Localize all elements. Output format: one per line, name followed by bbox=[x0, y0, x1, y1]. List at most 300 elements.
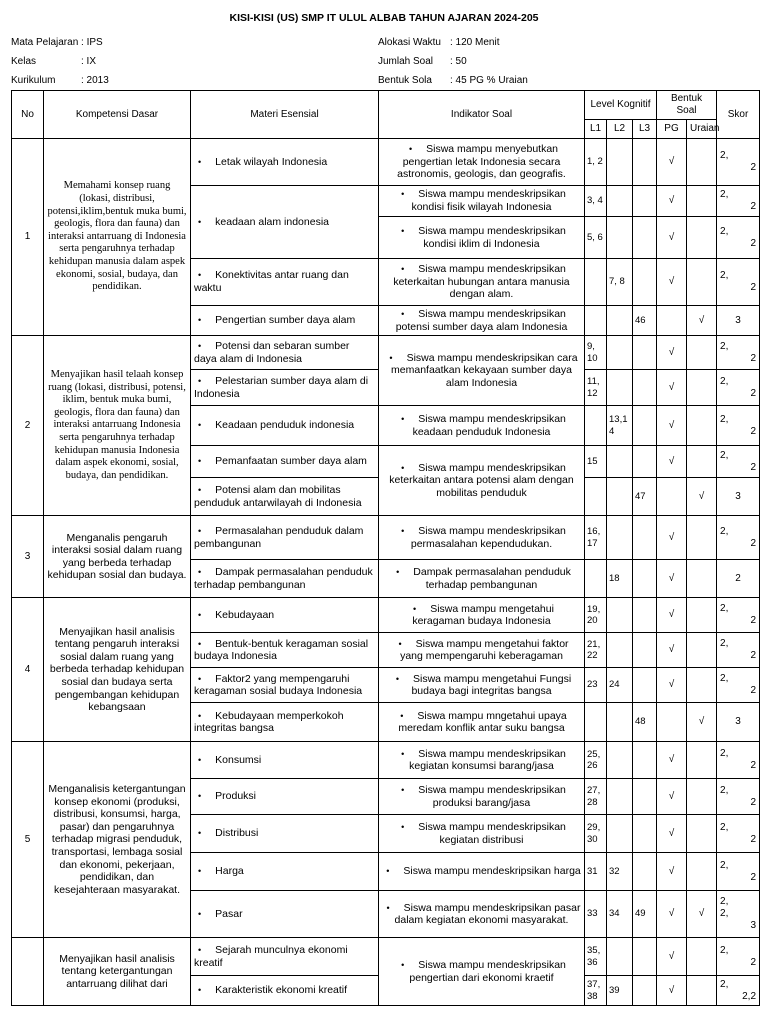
materi-esensial bbox=[191, 446, 379, 478]
materi-esensial-text: Bentuk-bentuk keragaman sosial budaya Indonesia bbox=[194, 637, 369, 663]
level-l3 bbox=[633, 370, 657, 406]
indikator-soal-text: Siswa mampu mendeskripsikan keterkaitan hubungan antara manusia dengan alam. bbox=[393, 263, 570, 301]
indikator-soal bbox=[379, 742, 585, 779]
level-l1: 29, 30 bbox=[585, 815, 607, 853]
bentuk-uraian-check: √ bbox=[687, 478, 717, 516]
indikator-soal-text: Siswa mampu mendeskripsikan potensi sumber daya alam Indonesia bbox=[395, 308, 568, 333]
skor-part: 2, bbox=[720, 603, 729, 615]
bullet-icon: • bbox=[198, 526, 202, 537]
materi-esensial bbox=[191, 370, 379, 406]
materi-esensial-text: Kebudayaan memperkokoh integritas bangsa bbox=[194, 709, 344, 735]
level-l3 bbox=[633, 259, 657, 306]
level-l2 bbox=[607, 703, 633, 742]
level-l2 bbox=[607, 186, 633, 217]
header-pg: PG bbox=[657, 120, 687, 139]
level-l1 bbox=[585, 306, 607, 336]
level-l3 bbox=[633, 139, 657, 186]
skor-value bbox=[717, 703, 760, 742]
level-l3: 49 bbox=[633, 891, 657, 938]
bullet-icon: • bbox=[408, 144, 413, 155]
skor-value bbox=[717, 742, 760, 779]
kompetensi-dasar: Menyajikan hasil telaah konsep ruang (lokasi, distribusi, potensi, iklim, bentuk muka bumi, geologis, flora dan fauna) dan interaksi antarruang Indonesia serta pengaruhnya terhadap kehidupan manusia Indonesia dalam aspek ekonomi, sosial, budaya, dan pendidikan. bbox=[44, 336, 191, 516]
level-l3 bbox=[633, 976, 657, 1006]
materi-esensial-text: Kebudayaan bbox=[215, 608, 275, 621]
level-l1: 31 bbox=[585, 853, 607, 891]
materi-esensial-text: Dampak permasalahan penduduk terhadap pembangunan bbox=[194, 566, 373, 591]
level-l1: 27, 28 bbox=[585, 779, 607, 815]
bullet-icon: • bbox=[198, 216, 202, 227]
skor-part: 3 bbox=[735, 314, 741, 326]
materi-esensial bbox=[191, 478, 379, 516]
bullet-icon: • bbox=[198, 710, 202, 721]
row-number: 3 bbox=[12, 516, 44, 598]
level-l2 bbox=[607, 446, 633, 478]
materi-esensial bbox=[191, 703, 379, 742]
bentuk-pg-check: √ bbox=[657, 891, 687, 938]
bullet-icon: • bbox=[401, 309, 405, 319]
indikator-soal-text: Siswa mampu mendeskripsikan pasar dalam kegiatan ekonomi masyarakat. bbox=[394, 901, 581, 927]
level-l3 bbox=[633, 406, 657, 446]
skor-part: 2, bbox=[720, 525, 729, 537]
skor-part: 2 bbox=[750, 871, 757, 883]
indikator-soal-text: Siswa mampu mendeskripsikan kegiatan konsumsi barang/jasa bbox=[409, 747, 566, 773]
skor-part: 2, bbox=[720, 859, 729, 871]
level-l1: 23 bbox=[585, 668, 607, 703]
skor-part: 2 bbox=[750, 387, 757, 399]
indikator-soal bbox=[379, 306, 585, 336]
level-l1: 5, 6 bbox=[585, 217, 607, 259]
materi-esensial bbox=[191, 406, 379, 446]
header-skor: Skor bbox=[717, 91, 760, 139]
level-l3 bbox=[633, 779, 657, 815]
meta-label: Kelas bbox=[11, 56, 37, 67]
kisi-kisi-table bbox=[11, 90, 760, 1006]
bentuk-pg-check: √ bbox=[657, 446, 687, 478]
level-l1 bbox=[585, 406, 607, 446]
skor-value bbox=[717, 406, 760, 446]
level-l2: 32 bbox=[607, 853, 633, 891]
header-indikator-soal: Indikator Soal bbox=[379, 91, 585, 139]
skor-value bbox=[717, 976, 760, 1006]
header-l2: L2 bbox=[607, 120, 633, 139]
level-l1: 16, 17 bbox=[585, 516, 607, 560]
header-bentuk-soal: Bentuk Soal bbox=[657, 91, 717, 120]
level-l3: 47 bbox=[633, 478, 657, 516]
meta-mata-pelajaran bbox=[11, 37, 103, 48]
level-l3 bbox=[633, 560, 657, 598]
level-l1: 1, 2 bbox=[585, 139, 607, 186]
bullet-icon: • bbox=[389, 352, 393, 363]
skor-part: 2 bbox=[750, 833, 757, 845]
level-l2 bbox=[607, 139, 633, 186]
bullet-icon: • bbox=[198, 673, 202, 684]
skor-value bbox=[717, 259, 760, 306]
bullet-icon: • bbox=[198, 866, 202, 877]
bentuk-pg-check: √ bbox=[657, 598, 687, 633]
kompetensi-dasar: Menyajikan hasil analisis tentang ketergantungan antarruang dilihat dari bbox=[44, 938, 191, 1006]
skor-part: 2 bbox=[750, 425, 757, 437]
bentuk-uraian-check bbox=[687, 186, 717, 217]
level-l1 bbox=[585, 560, 607, 598]
indikator-soal bbox=[379, 598, 585, 633]
indikator-soal-text: Siswa mampu mengetahui keragaman budaya Indonesia bbox=[412, 602, 554, 628]
materi-esensial-text: Potensi alam dan mobilitas penduduk antarwilayah di Indonesia bbox=[194, 484, 362, 509]
skor-part: 2, bbox=[720, 896, 729, 908]
materi-esensial bbox=[191, 938, 379, 976]
indikator-soal-text: Siswa mampu mngetahui upaya meredam konflik antar suku bangsa bbox=[398, 709, 567, 735]
materi-esensial bbox=[191, 186, 379, 259]
bullet-icon: • bbox=[198, 638, 202, 649]
level-l2 bbox=[607, 516, 633, 560]
bullet-icon: • bbox=[400, 710, 404, 721]
indikator-soal bbox=[379, 815, 585, 853]
bullet-icon: • bbox=[386, 902, 390, 913]
skor-part: 2, bbox=[720, 449, 729, 461]
skor-value bbox=[717, 446, 760, 478]
bullet-icon: • bbox=[386, 866, 390, 877]
materi-esensial-text: Letak wilayah Indonesia bbox=[215, 155, 328, 168]
bentuk-uraian-check bbox=[687, 742, 717, 779]
bullet-icon: • bbox=[401, 225, 405, 236]
header-no: No bbox=[12, 91, 44, 139]
bullet-icon: • bbox=[198, 609, 202, 620]
bentuk-pg-check: √ bbox=[657, 668, 687, 703]
row-number: 2 bbox=[12, 336, 44, 516]
bentuk-pg-check: √ bbox=[657, 853, 687, 891]
materi-esensial-text: Konektivitas antar ruang dan waktu bbox=[194, 269, 349, 294]
table-row bbox=[12, 742, 760, 779]
meta-label: Kurikulum bbox=[11, 75, 56, 86]
level-l3 bbox=[633, 446, 657, 478]
skor-part: 2 bbox=[735, 572, 741, 584]
indikator-soal-text: Siswa mampu mengetahui faktor yang mempengaruhi keberagaman bbox=[400, 637, 569, 663]
indikator-soal bbox=[379, 406, 585, 446]
indikator-soal-text: Siswa mampu mendeskripsikan keterkaitan antara potensi alam dengan mobilitas penduduk bbox=[389, 461, 574, 499]
bullet-icon: • bbox=[198, 156, 202, 167]
bentuk-pg-check: √ bbox=[657, 815, 687, 853]
bullet-icon: • bbox=[401, 414, 405, 425]
skor-part: 2, bbox=[720, 340, 729, 352]
skor-part: 2 bbox=[750, 760, 757, 772]
bentuk-pg-check: √ bbox=[657, 516, 687, 560]
bullet-icon: • bbox=[198, 754, 202, 765]
bullet-icon: • bbox=[198, 315, 202, 326]
level-l1: 15 bbox=[585, 446, 607, 478]
bentuk-pg-check: √ bbox=[657, 186, 687, 217]
materi-esensial-text: Produksi bbox=[215, 790, 257, 803]
header-kompetensi-dasar: Kompetensi Dasar bbox=[44, 91, 191, 139]
meta-kurikulum bbox=[11, 75, 109, 86]
kompetensi-dasar: Menganalis pengaruh interaksi sosial dalam ruang yang berbeda terhadap kehidupan sosial dan budaya. bbox=[44, 516, 191, 598]
level-l3 bbox=[633, 186, 657, 217]
level-l2 bbox=[607, 815, 633, 853]
level-l3 bbox=[633, 336, 657, 370]
bullet-icon: • bbox=[413, 603, 417, 614]
indikator-soal bbox=[379, 668, 585, 703]
indikator-soal-text: Siswa mampu menyebutkan pengertian letak Indonesia secara astronomis, geologis, dan geografis. bbox=[397, 143, 566, 181]
level-l2: 39 bbox=[607, 976, 633, 1006]
bentuk-pg-check: √ bbox=[657, 938, 687, 976]
meta-value: : 2013 bbox=[81, 75, 109, 86]
header-l3: L3 bbox=[633, 120, 657, 139]
level-l3 bbox=[633, 516, 657, 560]
indikator-soal-text: Siswa mampu mendeskripsikan kegiatan distribusi bbox=[418, 821, 566, 846]
level-l1 bbox=[585, 703, 607, 742]
bullet-icon: • bbox=[398, 638, 402, 649]
bullet-icon: • bbox=[198, 985, 202, 996]
level-l1: 9, 10 bbox=[585, 336, 607, 370]
level-l3: 46 bbox=[633, 306, 657, 336]
skor-value bbox=[717, 938, 760, 976]
bentuk-pg-check: √ bbox=[657, 370, 687, 406]
table-body bbox=[12, 139, 760, 1006]
skor-value bbox=[717, 853, 760, 891]
bentuk-uraian-check bbox=[687, 815, 717, 853]
materi-esensial-text: Potensi dan sebaran sumber daya alam di Indonesia bbox=[194, 340, 350, 365]
skor-part: 2, bbox=[720, 748, 729, 760]
skor-value bbox=[717, 186, 760, 217]
materi-esensial bbox=[191, 815, 379, 853]
skor-part: 2 bbox=[750, 201, 757, 212]
skor-part: 2, bbox=[720, 978, 729, 990]
skor-part: 2, bbox=[720, 638, 729, 650]
bullet-icon: • bbox=[395, 673, 399, 684]
bentuk-uraian-check bbox=[687, 446, 717, 478]
materi-esensial bbox=[191, 560, 379, 598]
indikator-soal-text: Siswa mampu mendeskripsikan keadaan penduduk Indonesia bbox=[412, 413, 566, 438]
bullet-icon: • bbox=[401, 526, 405, 537]
meta-kelas bbox=[11, 56, 96, 67]
level-l1: 19, 20 bbox=[585, 598, 607, 633]
bullet-icon: • bbox=[401, 462, 405, 473]
document-title: KISI-KISI (US) SMP IT ULUL ALBAB TAHUN AJARAN 2024-205 bbox=[229, 12, 539, 24]
bullet-icon: • bbox=[198, 376, 202, 387]
materi-esensial bbox=[191, 306, 379, 336]
bentuk-uraian-check bbox=[687, 139, 717, 186]
row-number: 5 bbox=[12, 742, 44, 938]
table-row bbox=[12, 598, 760, 633]
bentuk-uraian-check bbox=[687, 370, 717, 406]
meta-text: Mata Pelajaran : IPS bbox=[11, 37, 103, 48]
skor-part: 2 bbox=[750, 282, 757, 293]
level-l1: 35, 36 bbox=[585, 938, 607, 976]
level-l2 bbox=[607, 742, 633, 779]
skor-value bbox=[717, 668, 760, 703]
bullet-icon: • bbox=[198, 341, 202, 352]
materi-esensial-text: Karakteristik ekonomi kreatif bbox=[215, 984, 348, 997]
meta-label: Alokasi Waktu bbox=[378, 37, 441, 48]
level-l2 bbox=[607, 598, 633, 633]
level-l2: 13,1 4 bbox=[607, 406, 633, 446]
indikator-soal-text: Siswa mampu mengetahui Fungsi budaya bagi integritas bangsa bbox=[411, 672, 572, 698]
skor-part: 2 bbox=[750, 615, 757, 627]
level-l3 bbox=[633, 633, 657, 668]
bullet-icon: • bbox=[198, 456, 202, 467]
meta-value: : 45 PG % Uraian bbox=[450, 75, 528, 86]
skor-value bbox=[717, 370, 760, 406]
bentuk-uraian-check bbox=[687, 336, 717, 370]
level-l3 bbox=[633, 938, 657, 976]
indikator-soal-text: Siswa mampu mendeskripsikan produksi barang/jasa bbox=[418, 784, 566, 809]
indikator-soal-text: Siswa mampu mendeskripsikan cara memanfaatkan kekayaan sumber daya alam Indonesia bbox=[391, 351, 578, 389]
table-row bbox=[12, 938, 760, 976]
materi-esensial bbox=[191, 259, 379, 306]
skor-part: 2, bbox=[720, 908, 729, 920]
bentuk-uraian-check bbox=[687, 598, 717, 633]
skor-value bbox=[717, 598, 760, 633]
meta-label: Bentuk Sola bbox=[378, 75, 432, 86]
materi-esensial bbox=[191, 976, 379, 1006]
skor-part: 2 bbox=[750, 685, 757, 697]
bullet-icon: • bbox=[401, 822, 405, 833]
bentuk-pg-check: √ bbox=[657, 336, 687, 370]
skor-part: 2, bbox=[720, 270, 729, 281]
skor-part: 2 bbox=[750, 352, 757, 364]
level-l1: 25, 26 bbox=[585, 742, 607, 779]
level-l2 bbox=[607, 938, 633, 976]
bentuk-pg-check: √ bbox=[657, 742, 687, 779]
materi-esensial bbox=[191, 779, 379, 815]
materi-esensial-text: Pelestarian sumber daya alam di Indonesia bbox=[194, 375, 369, 400]
skor-part: 2, bbox=[720, 673, 729, 685]
bentuk-uraian-check: √ bbox=[687, 891, 717, 938]
materi-esensial-text: Konsumsi bbox=[215, 753, 262, 766]
bentuk-pg-check bbox=[657, 306, 687, 336]
level-l1: 3, 4 bbox=[585, 186, 607, 217]
row-number bbox=[12, 938, 44, 1006]
level-l1: 33 bbox=[585, 891, 607, 938]
skor-part: 3 bbox=[750, 920, 757, 932]
materi-esensial bbox=[191, 139, 379, 186]
skor-part: 2, bbox=[720, 225, 729, 237]
meta-alokasi-waktu bbox=[378, 37, 499, 48]
bullet-icon: • bbox=[401, 748, 405, 759]
skor-part: 2, bbox=[720, 189, 729, 200]
indikator-soal-text: Siswa mampu mendeskripsikan permasalahan kependudukan. bbox=[410, 525, 566, 550]
skor-value bbox=[717, 478, 760, 516]
indikator-soal bbox=[379, 259, 585, 306]
bullet-icon: • bbox=[401, 960, 405, 971]
level-l3 bbox=[633, 668, 657, 703]
materi-esensial bbox=[191, 516, 379, 560]
materi-esensial-text: Faktor2 yang mempengaruhi keragaman sosial budaya Indonesia bbox=[194, 672, 363, 698]
bentuk-pg-check: √ bbox=[657, 406, 687, 446]
level-l1: 21, 22 bbox=[585, 633, 607, 668]
level-l1: 37, 38 bbox=[585, 976, 607, 1006]
kompetensi-dasar: Menyajikan hasil analisis tentang pengaruh interaksi sosial dalam ruang yang berbeda terhadap kehidupan sosial dan budaya serta pengembangan kehidupan kebangsaan bbox=[44, 598, 191, 742]
indikator-soal bbox=[379, 516, 585, 560]
indikator-soal bbox=[379, 633, 585, 668]
level-l2 bbox=[607, 779, 633, 815]
meta-label: Jumlah Soal bbox=[378, 56, 434, 67]
bentuk-pg-check: √ bbox=[657, 779, 687, 815]
bentuk-pg-check: √ bbox=[657, 259, 687, 306]
bentuk-uraian-check bbox=[687, 259, 717, 306]
header-uraian: Uraian bbox=[687, 120, 717, 139]
skor-part: 2 bbox=[750, 162, 757, 173]
indikator-soal bbox=[379, 446, 585, 516]
level-l3 bbox=[633, 217, 657, 259]
skor-value bbox=[717, 516, 760, 560]
level-l2 bbox=[607, 370, 633, 406]
bentuk-pg-check: √ bbox=[657, 633, 687, 668]
level-l2 bbox=[607, 306, 633, 336]
materi-esensial bbox=[191, 891, 379, 938]
indikator-soal bbox=[379, 336, 585, 406]
row-number: 1 bbox=[12, 139, 44, 336]
skor-value bbox=[717, 779, 760, 815]
indikator-soal-text: Siswa mampu mendeskripsikan kondisi iklim di Indonesia bbox=[418, 224, 566, 250]
bullet-icon: • bbox=[401, 264, 405, 275]
materi-esensial-text: Pasar bbox=[215, 907, 243, 920]
skor-part: 2 bbox=[750, 461, 757, 473]
indikator-soal bbox=[379, 779, 585, 815]
bentuk-uraian-check bbox=[687, 560, 717, 598]
bentuk-uraian-check: √ bbox=[687, 306, 717, 336]
level-l2: 34 bbox=[607, 891, 633, 938]
skor-value bbox=[717, 217, 760, 259]
skor-value bbox=[717, 560, 760, 598]
skor-value bbox=[717, 306, 760, 336]
level-l2: 24 bbox=[607, 668, 633, 703]
skor-part: 2 bbox=[750, 237, 757, 249]
level-l3 bbox=[633, 742, 657, 779]
bullet-icon: • bbox=[198, 420, 202, 431]
indikator-soal-text: Dampak permasalahan penduduk terhadap pembangunan bbox=[413, 566, 571, 591]
bentuk-uraian-check bbox=[687, 516, 717, 560]
level-l1: 11, 12 bbox=[585, 370, 607, 406]
kompetensi-dasar: Memahami konsep ruang (lokasi, distribusi, potensi,iklim,bentuk muka bumi, geologis, flora dan fauna) dan interaksi antarruang di Indonesia serta pengaruhnya terhadap kehidupan manusia dalam aspek ekonomi, sosial, budaya, dan pendidikan. bbox=[44, 139, 191, 336]
bullet-icon: • bbox=[198, 485, 202, 496]
skor-part: 2 bbox=[750, 796, 757, 808]
level-l1 bbox=[585, 259, 607, 306]
level-l2 bbox=[607, 217, 633, 259]
materi-esensial bbox=[191, 668, 379, 703]
skor-part: 2,2 bbox=[742, 990, 757, 1002]
materi-esensial bbox=[191, 598, 379, 633]
indikator-soal bbox=[379, 217, 585, 259]
skor-part: 3 bbox=[735, 716, 741, 728]
bullet-icon: • bbox=[198, 828, 202, 839]
indikator-soal bbox=[379, 139, 585, 186]
table-row bbox=[12, 336, 760, 370]
materi-esensial bbox=[191, 742, 379, 779]
indikator-soal-text: Siswa mampu mendeskripsikan pengertian dari ekonomi kraetif bbox=[409, 959, 566, 984]
materi-esensial-text: Harga bbox=[215, 865, 244, 878]
bentuk-pg-check: √ bbox=[657, 217, 687, 259]
level-l3: 48 bbox=[633, 703, 657, 742]
level-l3 bbox=[633, 815, 657, 853]
skor-part: 2, bbox=[720, 784, 729, 796]
meta-jumlah-soal bbox=[378, 56, 467, 67]
skor-value bbox=[717, 815, 760, 853]
bullet-icon: • bbox=[396, 567, 400, 578]
level-l2: 18 bbox=[607, 560, 633, 598]
level-l2 bbox=[607, 478, 633, 516]
bullet-icon: • bbox=[401, 785, 405, 796]
skor-part: 2 bbox=[750, 537, 757, 549]
bullet-icon: • bbox=[401, 189, 405, 200]
level-l3 bbox=[633, 853, 657, 891]
bentuk-uraian-check bbox=[687, 633, 717, 668]
bentuk-uraian-check: √ bbox=[687, 703, 717, 742]
materi-esensial bbox=[191, 853, 379, 891]
bentuk-uraian-check bbox=[687, 406, 717, 446]
bentuk-pg-check bbox=[657, 703, 687, 742]
bentuk-uraian-check bbox=[687, 853, 717, 891]
materi-esensial-text: keadaan alam indonesia bbox=[215, 215, 329, 228]
materi-esensial-text: Pemanfaatan sumber daya alam bbox=[215, 455, 367, 468]
